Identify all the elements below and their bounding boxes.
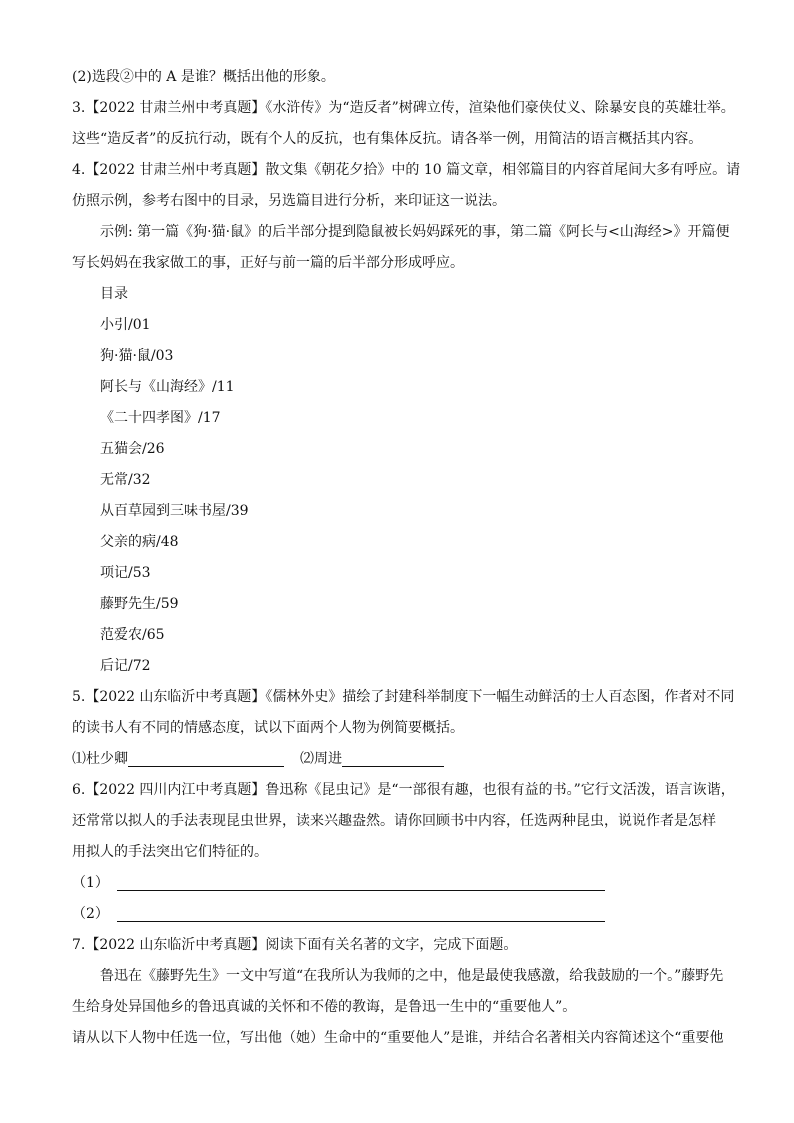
q6-line-1: 6.【2022 四川内江中考真题】鲁迅称《昆虫记》是“一部很有趣，也很有益的书。”它行文活泼，语言诙谐， [72, 782, 735, 798]
q5-answer-blank-2[interactable] [342, 748, 444, 767]
document-page [72, 62, 741, 1054]
q4-example-line-2: 写长妈妈在我家做工的事，正好与前一篇的后半部分形成呼应。 [72, 255, 464, 271]
q6-answer-row-2 [72, 899, 728, 930]
q4-line-2: 仿照示例，参考右图中的目录，另选篇目进行分析，来印证这一说法。 [72, 193, 506, 209]
toc-item: 父亲的病/48 [100, 534, 179, 550]
toc-title: 目录 [100, 286, 128, 302]
q6-answer-blank-1[interactable] [117, 872, 605, 891]
toc-item: 五猫会/26 [100, 441, 165, 457]
q5-label-zhoujin: ⑵周进 [300, 751, 342, 767]
toc-item: 《二十四孝图》/17 [100, 410, 221, 426]
q6-answer-blank-2[interactable] [117, 903, 605, 922]
toc-item: 从百草园到三味书屋/39 [100, 503, 249, 519]
toc-item: 后记/72 [100, 658, 151, 674]
toc-item: 项记/53 [100, 565, 151, 581]
q3-line-1: 3.【2022 甘肃兰州中考真题】《水浒传》为“造反者”树碑立传，渲染他们豪侠仗义、除暴安良的英雄壮举。 [72, 100, 735, 116]
toc-item: 阿长与《山海经》/11 [100, 379, 235, 395]
q5-label-dushaoqing: ⑴杜少卿 [72, 751, 128, 767]
q4-line-1: 4.【2022 甘肃兰州中考真题】散文集《朝花夕拾》中的 10 篇文章，相邻篇目的内容首尾间大多有呼应。请 [72, 162, 741, 178]
toc-item: 狗·猫·鼠/03 [100, 348, 174, 364]
q7-line-3: 生给身处异国他乡的鲁迅真诚的关怀和不倦的教诲，是鲁迅一生中的“重要他人”。 [72, 999, 577, 1015]
q6-line-3: 用拟人的手法突出它们特征的。 [72, 844, 268, 860]
q6-label-1: （1） [72, 875, 109, 891]
q5-line-2: 的读书人有不同的情感态度，试以下面两个人物为例简要概括。 [72, 720, 464, 736]
q5-answer-row [72, 744, 728, 775]
q6-label-2: （2） [72, 906, 109, 922]
q7-line-1: 7.【2022 山东临沂中考真题】阅读下面有关名著的文字，完成下面题。 [72, 937, 518, 953]
q2-subquestion: (2)选段②中的 A 是谁？概括出他的形象。 [72, 69, 335, 85]
toc-item: 范爱农/65 [100, 627, 165, 643]
toc-item: 藤野先生/59 [100, 596, 179, 612]
q3-line-2: 这些“造反者”的反抗行动，既有个人的反抗，也有集体反抗。请各举一例，用简洁的语言概括其内容。 [72, 131, 703, 147]
toc-item: 小引/01 [100, 317, 151, 333]
q4-example-line-1: 示例: 第一篇《狗·猫·鼠》的后半部分提到隐鼠被长妈妈踩死的事，第二篇《阿长与<山海经>》开篇便 [100, 224, 730, 240]
q5-answer-blank-1[interactable] [128, 748, 284, 767]
toc-item: 无常/32 [100, 472, 151, 488]
q6-answer-row-1 [72, 868, 728, 899]
q7-line-2: 鲁迅在《藤野先生》一文中写道“在我所认为我师的之中，他是最使我感激，给我鼓励的一个。”藤野先 [100, 968, 724, 984]
q7-line-4: 请从以下人物中任选一位，写出他（她）生命中的“重要他人”是谁，并结合名著相关内容简述这个“重要他 [72, 1030, 724, 1046]
q5-line-1: 5.【2022 山东临沂中考真题】《儒林外史》描绘了封建科举制度下一幅生动鲜活的士人百态图，作者对不同 [72, 689, 735, 705]
q6-line-2: 还常常以拟人的手法表现昆虫世界，读来兴趣盎然。请你回顾书中内容，任选两种昆虫，说说作者是怎样 [72, 813, 716, 829]
